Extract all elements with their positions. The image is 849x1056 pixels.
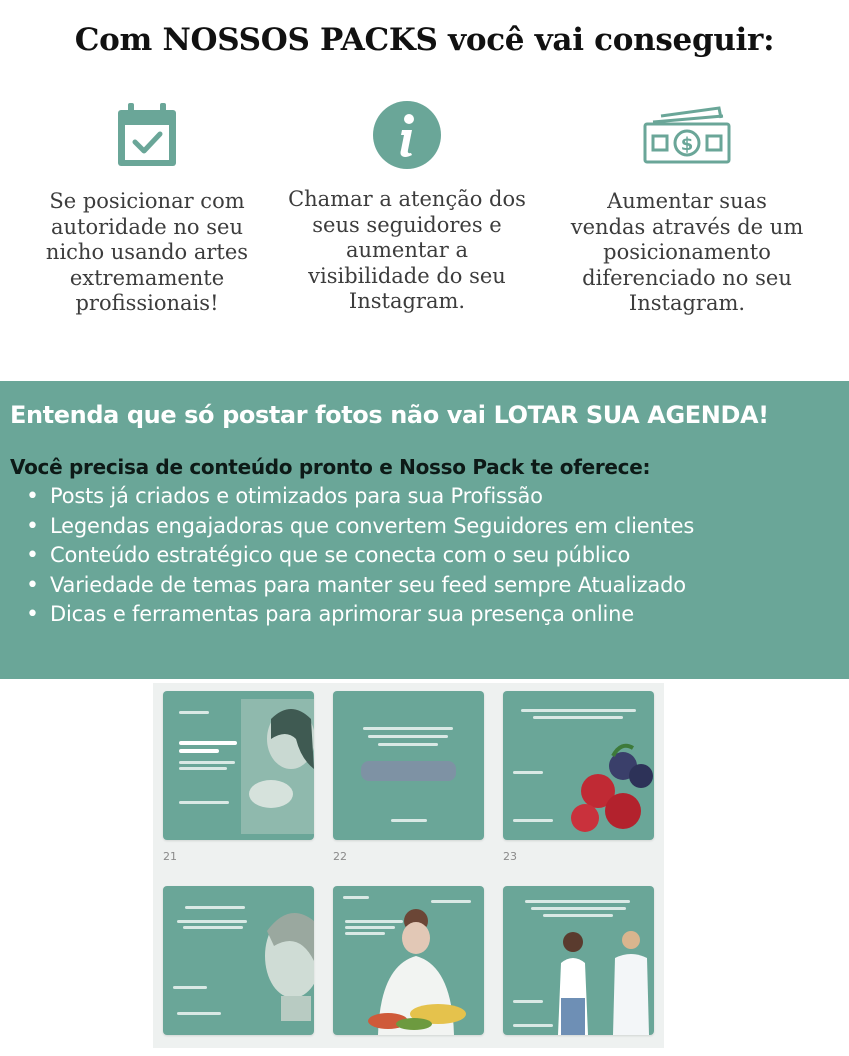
- feature-text-line: visibilidade do seu: [308, 263, 506, 288]
- benefit-item: • Conteúdo estratégico que se conecta com o seu público: [26, 541, 694, 571]
- post-thumbnail: [333, 691, 484, 840]
- page-number: 22: [333, 850, 347, 863]
- feature-text-line: vendas através de um: [570, 214, 804, 239]
- offer-title: Entenda que só postar fotos não vai LOTAR SUA AGENDA!: [10, 401, 769, 429]
- feature-authority: [12, 95, 282, 317]
- woman-portrait-image: [241, 699, 314, 834]
- post-thumbnail: [163, 691, 314, 840]
- benefit-list: [26, 482, 694, 630]
- feature-text-line: Instagram.: [348, 289, 466, 313]
- feature-text-line: nicho usando artes: [45, 240, 249, 264]
- page-headline: Com NOSSOS PACKS você vai conseguir:: [74, 22, 775, 58]
- post-thumbnail: [503, 886, 654, 1035]
- woman-face-image: [259, 901, 314, 1021]
- feature-attention: [272, 95, 542, 315]
- berries-image: [563, 736, 654, 840]
- feature-text-line: autoridade no seu: [51, 214, 243, 239]
- doctor-patient-image: [543, 928, 654, 1035]
- svg-text:$: $: [680, 134, 694, 155]
- feature-text-line: profissionais!: [75, 291, 219, 315]
- feature-text-line: Se posicionar com: [49, 189, 245, 213]
- post-gallery-preview: [153, 683, 664, 1048]
- feature-text-line: aumentar a: [345, 238, 469, 262]
- feature-text-line: Chamar a atenção dos: [288, 187, 526, 211]
- money-bill-icon: [552, 95, 822, 175]
- post-thumbnail: [503, 691, 654, 840]
- info-icon: [272, 95, 542, 175]
- feature-text-line: diferenciado no seu: [582, 265, 792, 290]
- feature-text-line: posicionamento: [603, 240, 771, 264]
- feature-text-line: seus seguidores e: [312, 212, 502, 237]
- feature-text-line: extremamente: [69, 265, 225, 290]
- calendar-check-icon: [12, 95, 282, 175]
- benefit-item: • Variedade de temas para manter seu feed sempre Atualizado: [26, 571, 694, 601]
- feature-text-line: Instagram.: [628, 291, 746, 315]
- woman-back-image: [348, 896, 484, 1035]
- offer-section: [0, 381, 849, 679]
- page-number: 21: [163, 850, 177, 863]
- benefit-item: • Dicas e ferramentas para aprimorar sua presença online: [26, 600, 694, 630]
- post-thumbnail: [163, 886, 314, 1035]
- benefit-item: • Posts já criados e otimizados para sua Profissão: [26, 482, 694, 512]
- feature-text-line: Aumentar suas: [607, 189, 767, 213]
- benefit-item: • Legendas engajadoras que convertem Seguidores em clientes: [26, 512, 694, 542]
- post-thumbnail: [333, 886, 484, 1035]
- feature-sales: [552, 95, 822, 317]
- page-number: 23: [503, 850, 517, 863]
- offer-subtitle: Você precisa de conteúdo pronto e Nosso Pack te oferece:: [10, 455, 651, 479]
